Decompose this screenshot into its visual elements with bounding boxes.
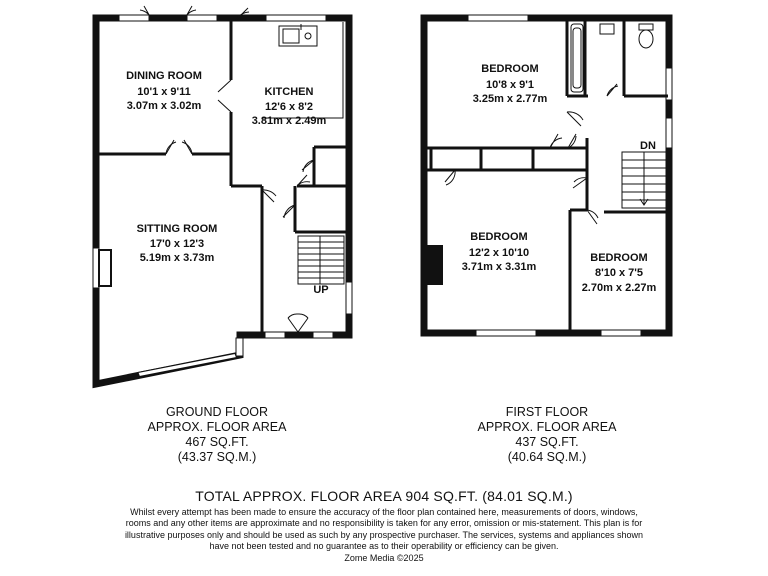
stairs-down-label: DN <box>640 140 656 152</box>
sitting-room-metric: 5.19m x 3.73m <box>139 252 215 264</box>
ground-floor-stairs <box>298 236 344 284</box>
bedroom-2-imperial: 12'2 x 10'10 <box>468 247 530 259</box>
bedroom-2-metric: 3.71m x 3.31m <box>461 261 537 273</box>
first-floor-sqft: 437 SQ.FT. <box>515 435 579 449</box>
bedroom-1-name: BEDROOM <box>481 63 539 75</box>
dining-room-name: DINING ROOM <box>126 70 202 82</box>
first-floor-sqm: (40.64 SQ.M.) <box>507 450 587 464</box>
dining-room-metric: 3.07m x 3.02m <box>126 100 202 112</box>
kitchen-sink <box>279 24 317 46</box>
chimney-breast <box>99 250 111 286</box>
kitchen-name: KITCHEN <box>264 86 314 98</box>
first-floor-caption <box>462 405 632 465</box>
bedroom-3-metric: 2.70m x 2.27m <box>581 282 657 294</box>
bedroom-2-name: BEDROOM <box>470 231 528 243</box>
ground-floor-doors <box>140 6 314 332</box>
bathroom-fixtures <box>571 24 653 92</box>
first-floor-stairs <box>622 152 666 208</box>
bedroom-3-name: BEDROOM <box>590 252 648 264</box>
bedroom-1-imperial: 10'8 x 9'1 <box>485 79 535 91</box>
kitchen-metric: 3.81m x 2.49m <box>251 115 327 127</box>
first-floor-name: FIRST FLOOR <box>505 405 589 419</box>
ground-floor-sqm: (43.37 SQ.M.) <box>177 450 257 464</box>
sitting-room-imperial: 17'0 x 12'3 <box>149 238 205 250</box>
bedroom-1-metric: 3.25m x 2.77m <box>472 93 548 105</box>
ground-floor-area-label: APPROX. FLOOR AREA <box>147 420 287 434</box>
ground-floor-caption <box>132 405 302 465</box>
ground-floor-internal-walls <box>96 18 349 335</box>
ground-floor-sqft: 467 SQ.FT. <box>185 435 249 449</box>
bedroom-3-imperial: 8'10 x 7'5 <box>594 267 644 279</box>
sitting-room-name: SITTING ROOM <box>136 223 218 235</box>
first-floor-area-label: APPROX. FLOOR AREA <box>477 420 617 434</box>
disclaimer-block <box>120 507 648 564</box>
dining-room-imperial: 10'1 x 9'11 <box>137 86 191 98</box>
disclaimer-text: Whilst every attempt has been made to ensure the accuracy of the floor plan contained here, measurements of doors, windows, rooms and any other items are approximate and no responsibility is taken for any error, omission or mis-statement. This plan is for illustrative purposes only and should be used as such by any prospective purchaser. The services, systems and appliances shown have not been tested and no guarantee as to their operability or efficiency can be given. <box>124 507 644 552</box>
total-floor-area: TOTAL APPROX. FLOOR AREA 904 SQ.FT. (84.01 SQ.M.) <box>195 488 573 504</box>
stairs-up-label: UP <box>313 284 329 296</box>
first-floor-chimney <box>427 245 443 285</box>
ground-floor-name: GROUND FLOOR <box>165 405 269 419</box>
ground-floor-plan <box>93 6 352 384</box>
credit-text: Zome Media ©2025 <box>344 552 424 563</box>
kitchen-imperial: 12'6 x 8'2 <box>264 101 314 113</box>
